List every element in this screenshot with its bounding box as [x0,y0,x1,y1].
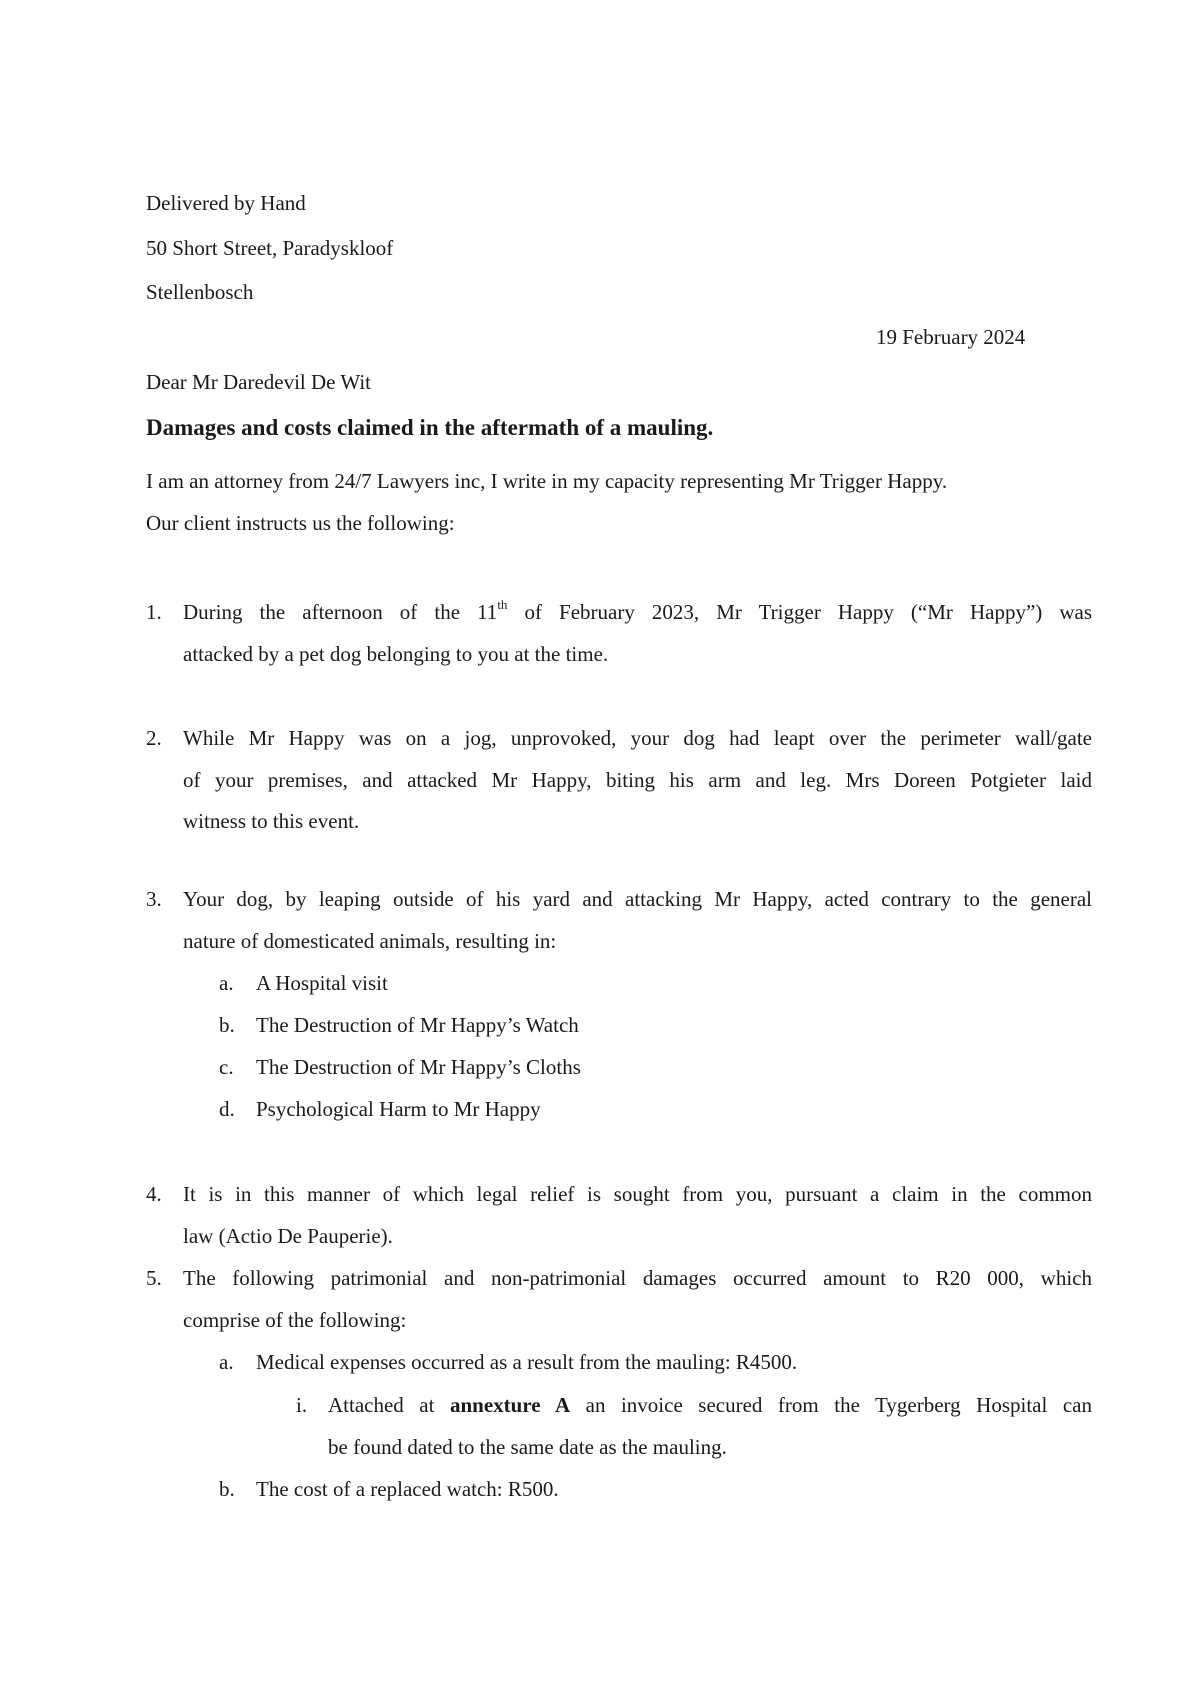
list-item-watch: The Destruction of Mr Happy’s Watch [256,1013,579,1037]
paragraph-4-line-2: law (Actio De Pauperie). [183,1224,393,1248]
paragraph-2-line-1: While Mr Happy was on a jog, unprovoked, your dog had leapt over the perimeter wall/gate [183,726,1092,750]
address-line-1: 50 Short Street, Paradyskloof [146,236,394,260]
list-letter-a: a. [219,971,234,995]
paragraph-3-line-2: nature of domesticated animals, resulting in: [183,929,557,953]
list-item-watch-cost: The cost of a replaced watch: R500. [256,1477,559,1501]
address-line-2: Stellenbosch [146,280,254,304]
paragraph-1-line-2: attacked by a pet dog belonging to you at the time. [183,642,609,666]
list-item-hospital-visit: A Hospital visit [256,971,388,995]
paragraph-number-2: 2. [146,726,162,750]
paragraph-2-line-3: witness to this event. [183,809,360,833]
letter-heading: Damages and costs claimed in the aftermath of a mauling. [146,415,714,440]
annexture-a-reference: annexture A [449,1393,571,1417]
list-letter-5b: b. [219,1477,235,1501]
list-item-medical-expenses: Medical expenses occurred as a result from the mauling: R4500. [256,1350,798,1374]
paragraph-number-1: 1. [146,600,162,624]
paragraph-4-line-1: It is in this manner of which legal relief is sought from you, pursuant a claim in the common [183,1182,1092,1206]
list-letter-c: c. [219,1055,234,1079]
paragraph-number-3: 3. [146,887,162,911]
list-letter-d: d. [219,1097,235,1121]
paragraph-number-5: 5. [146,1266,162,1290]
sublist-item-annexture-line-2: be found dated to the same date as the mauling. [328,1435,727,1459]
intro-line-2: Our client instructs us the following: [146,511,455,535]
paragraph-2-line-2: of your premises, and attacked Mr Happy, biting his arm and leg. Mrs Doreen Potgieter laid [183,768,1092,792]
paragraph-number-4: 4. [146,1182,162,1206]
list-item-cloths: The Destruction of Mr Happy’s Cloths [256,1055,581,1079]
paragraph-5-line-2: comprise of the following: [183,1308,407,1332]
intro-line-1: I am an attorney from 24/7 Lawyers inc, I write in my capacity representing Mr Trigger Happy. [146,469,948,493]
sublist-item-annexture-line-1: Attached at annexture A an invoice secured from the Tygerberg Hospital can [328,1393,1092,1417]
paragraph-3-line-1: Your dog, by leaping outside of his yard and attacking Mr Happy, acted contrary to the general [183,887,1092,911]
letter-date: 19 February 2024 [876,325,1026,349]
list-letter-5a: a. [219,1350,234,1374]
list-letter-b: b. [219,1013,235,1037]
paragraph-1-line-1: During the afternoon of the 11th of February 2023, Mr Trigger Happy (“Mr Happy”) was [183,597,1093,624]
salutation: Dear Mr Daredevil De Wit [146,370,372,394]
delivery-method: Delivered by Hand [146,191,306,215]
sublist-number-i: i. [296,1393,308,1417]
list-item-psychological-harm: Psychological Harm to Mr Happy [256,1097,541,1121]
paragraph-5-line-1: The following patrimonial and non-patrimonial damages occurred amount to R20 000, which [183,1266,1092,1290]
